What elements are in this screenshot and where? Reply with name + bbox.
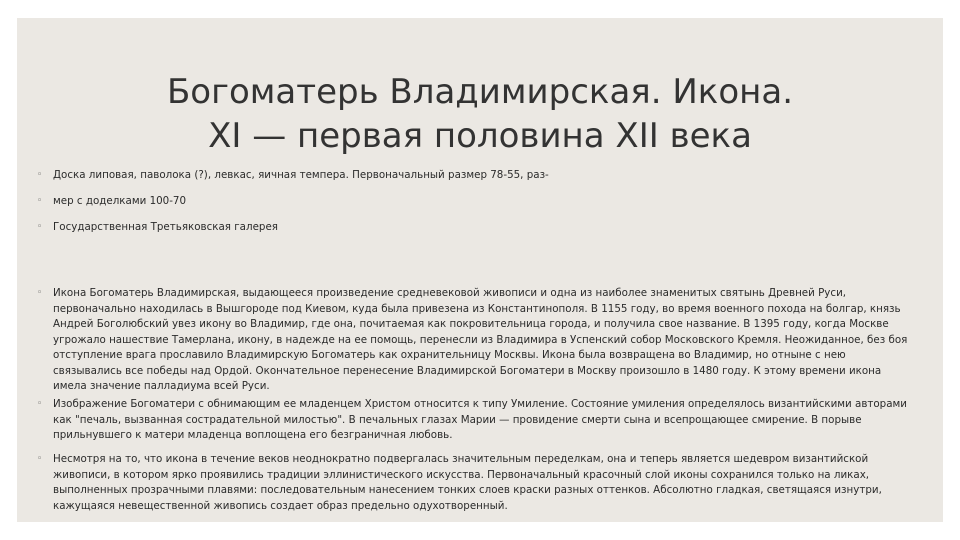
bullet-marker-icon: ◦ — [37, 170, 43, 180]
bullet-marker-icon: ◦ — [37, 196, 43, 206]
bullet-item-materials — [33, 168, 913, 184]
bullet-text: Изображение Богоматери с обнимающим ее младенцем Христом относится к типу Умиление. Состояние умиления определялось византийскими авторами как "печаль, вызванная сострадательной милостью". В печальных глазах Марии — провидение смерти сына и всепрощающее смирение. В порыве прильнувшего к матери младенца воплощена его безграничная любовь. — [53, 398, 907, 441]
bullet-item-size — [33, 194, 913, 210]
bullet-item-history — [33, 286, 913, 395]
title-line-2: XI — первая половина XII века — [208, 116, 752, 156]
bullet-marker-icon: ◦ — [37, 454, 43, 464]
bullet-item-technique — [33, 452, 913, 514]
slide — [17, 18, 943, 522]
bullet-text: мер с доделками 100-70 — [53, 195, 187, 207]
bullet-text: Государственная Третьяковская галерея — [53, 221, 278, 233]
bullet-text: Доска липовая, паволока (?), левкас, яичная темпера. Первоначальный размер 78-55, раз- — [53, 169, 549, 181]
slide-title — [17, 70, 943, 158]
bullet-text: Несмотря на то, что икона в течение веков неоднократно подвергалась значительным переделкам, она и теперь является шедевром византийской живописи, в котором ярко проявились традиции эллинистического искусства. Первоначальный красочный слой иконы сохранился только на ликах, выполненных прозрачными плавями: последовательным нанесением тонких слоев краски разных оттенков. Абсолютно гладкая, светящаяся изнутри, кажущаяся невещественной живопись создает образ предельно одухотворенный. — [53, 453, 882, 512]
title-line-1: Богоматерь Владимирская. Икона. — [166, 72, 794, 112]
bullet-marker-icon: ◦ — [37, 288, 43, 298]
bullet-item-gallery — [33, 220, 913, 236]
bullet-marker-icon: ◦ — [37, 399, 43, 409]
bullet-text: Икона Богоматерь Владимирская, выдающееся произведение средневековой живописи и одна из наиболее знаменитых святынь Древней Руси, первоначально находилась в Вышгороде под Киевом, куда была привезена из Константинополя. В 1155 году, во время военного похода на болгар, князь Андрей Боголюбский увез икону во Владимир, где она, почитаемая как покровительница города, и получила свое название. В 1395 году, когда Москве угрожало нашествие Тамерлана, икону, в надежде на ее помощь, перенесли из Владимира в Успенский собор Московского Кремля. Неожиданное, без боя отступление врага прославило Владимирскую Богоматерь как охранительницу Москвы. Икона была возвращена во Владимир, но отныне с нею связывались все победы над Ордой. Окончательное перенесение Владимирской Богоматери в Москву произошло в 1480 году. К этому времени икона имела значение палладиума всей Руси. — [53, 287, 908, 392]
bullet-marker-icon: ◦ — [37, 222, 43, 232]
bullet-item-iconography — [33, 397, 913, 444]
